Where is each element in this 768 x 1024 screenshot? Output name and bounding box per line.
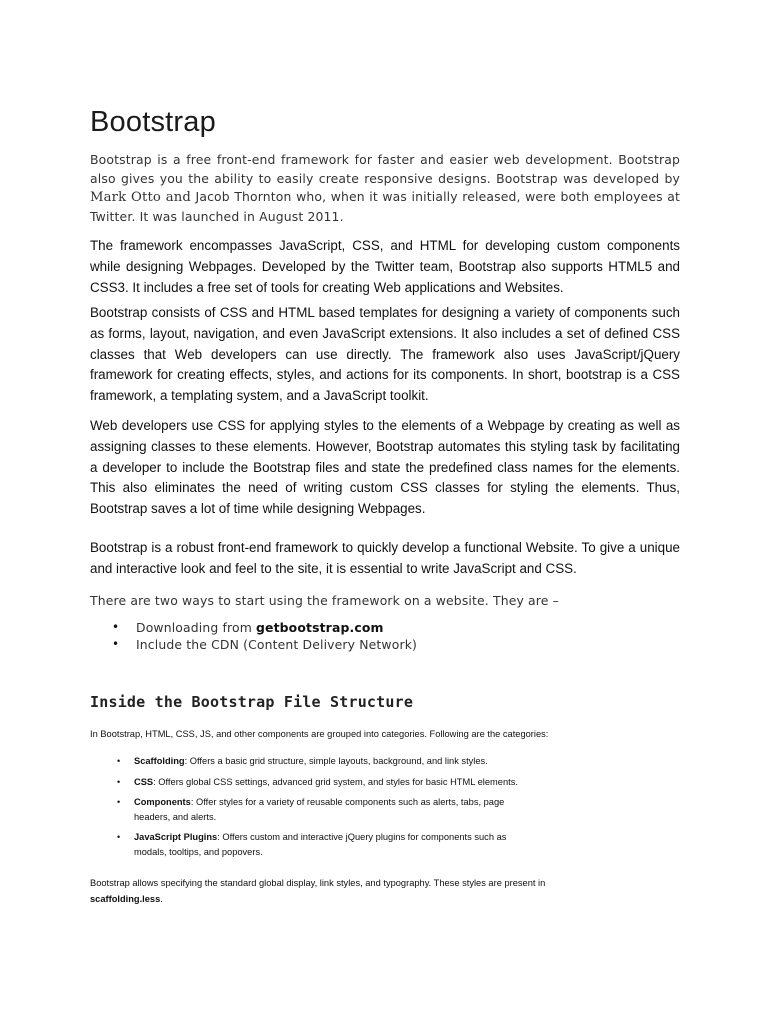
category-desc: : Offer styles for a variety of reusable components such as alerts, tabs, page headers, and alerts.: [134, 797, 505, 822]
bullet-icon: •: [117, 776, 121, 787]
list-item-link-text: getbootstrap.com: [256, 620, 384, 635]
list-item-text: Downloading from: [136, 620, 257, 635]
paragraph-robust: Bootstrap is a robust front-end framework to quickly develop a functional Website. To give a unique and interactive look and feel to the site, it is essential to write JavaScript and CSS.: [90, 540, 680, 576]
category-name: Components: [134, 797, 191, 807]
category-desc: : Offers a basic grid structure, simple layouts, background, and link styles.: [184, 756, 488, 766]
categories-list: [117, 754, 537, 865]
bullet-icon: •: [112, 620, 120, 634]
category-name: Scaffolding: [134, 756, 185, 766]
intro-author: Mark Otto and: [90, 190, 192, 205]
list-item: [112, 620, 417, 637]
paragraph-css-styles: Web developers use CSS for applying styles to the elements of a Webpage by creating as well as assigning classes to these elements. However, Bootstrap automates this styling task by facilitating a developer to include the Bootstrap files and state the predefined class names for the elements. This also eliminates the need of writing custom CSS classes for styling the elements. Thus, Bootstrap saves a lot of time while designing Webpages.: [90, 418, 680, 517]
bullet-icon: •: [117, 756, 121, 766]
bullet-icon: •: [112, 637, 120, 651]
intro-paragraph: [90, 151, 680, 226]
outro-paragraph: [90, 876, 610, 907]
intro-text-1: Bootstrap is a free front-end framework for faster and easier web development. Bootstrap also gives you the ability to easily create responsive designs. Bootstrap was developed by: [90, 152, 680, 186]
category-desc: : Offers custom and interactive jQuery plugins for components such as modals, tooltips, and popovers.: [134, 832, 507, 857]
category-desc: : Offers global CSS settings, advanced grid system, and styles for basic HTML elements.: [153, 776, 518, 787]
paragraph-consists: Bootstrap consists of CSS and HTML based templates for designing a variety of components such as forms, layout, navigation, and even JavaScript extensions. It also includes a set of defined CSS classes that Web developers can use directly. The framework also uses JavaScript/jQuery framework for creating effects, styles, and actions for its components. In short, bootstrap is a CSS framework, a templating system, and a JavaScript toolkit.: [90, 305, 680, 404]
category-name: JavaScript Plugins: [134, 832, 218, 842]
page-title: Bootstrap: [90, 106, 216, 138]
ways-intro: There are two ways to start using the framework on a website. They are –: [90, 593, 559, 608]
list-item: [112, 637, 417, 654]
bullet-icon: •: [117, 832, 121, 842]
ways-list: [112, 620, 417, 654]
categories-intro: In Bootstrap, HTML, CSS, JS, and other components are grouped into categories. Following are the categories:: [90, 729, 549, 739]
category-name: CSS: [134, 776, 154, 787]
paragraph-framework: The framework encompasses JavaScript, CSS, and HTML for developing custom components while designing Webpages. Developed by the Twitter team, Bootstrap also supports HTML5 and CSS3. It includes a free set of tools for creating Web applications and Websites.: [90, 238, 680, 295]
outro-text: Bootstrap allows specifying the standard global display, link styles, and typography. These styles are present in: [90, 878, 546, 888]
section-heading: Inside the Bootstrap File Structure: [90, 693, 414, 711]
list-item: [117, 775, 537, 790]
outro-suffix: .: [160, 893, 163, 904]
list-item: [117, 754, 537, 769]
list-item: [117, 795, 537, 824]
list-item: [117, 830, 537, 859]
list-item-text: Include the CDN (Content Delivery Network): [136, 637, 418, 652]
bullet-icon: •: [117, 797, 121, 807]
outro-filename: scaffolding.less: [90, 893, 161, 904]
intro-text-2: Jacob Thornton who, when it was initially released, were both employees at Twitter. It was launched in August 2011.: [90, 189, 680, 224]
